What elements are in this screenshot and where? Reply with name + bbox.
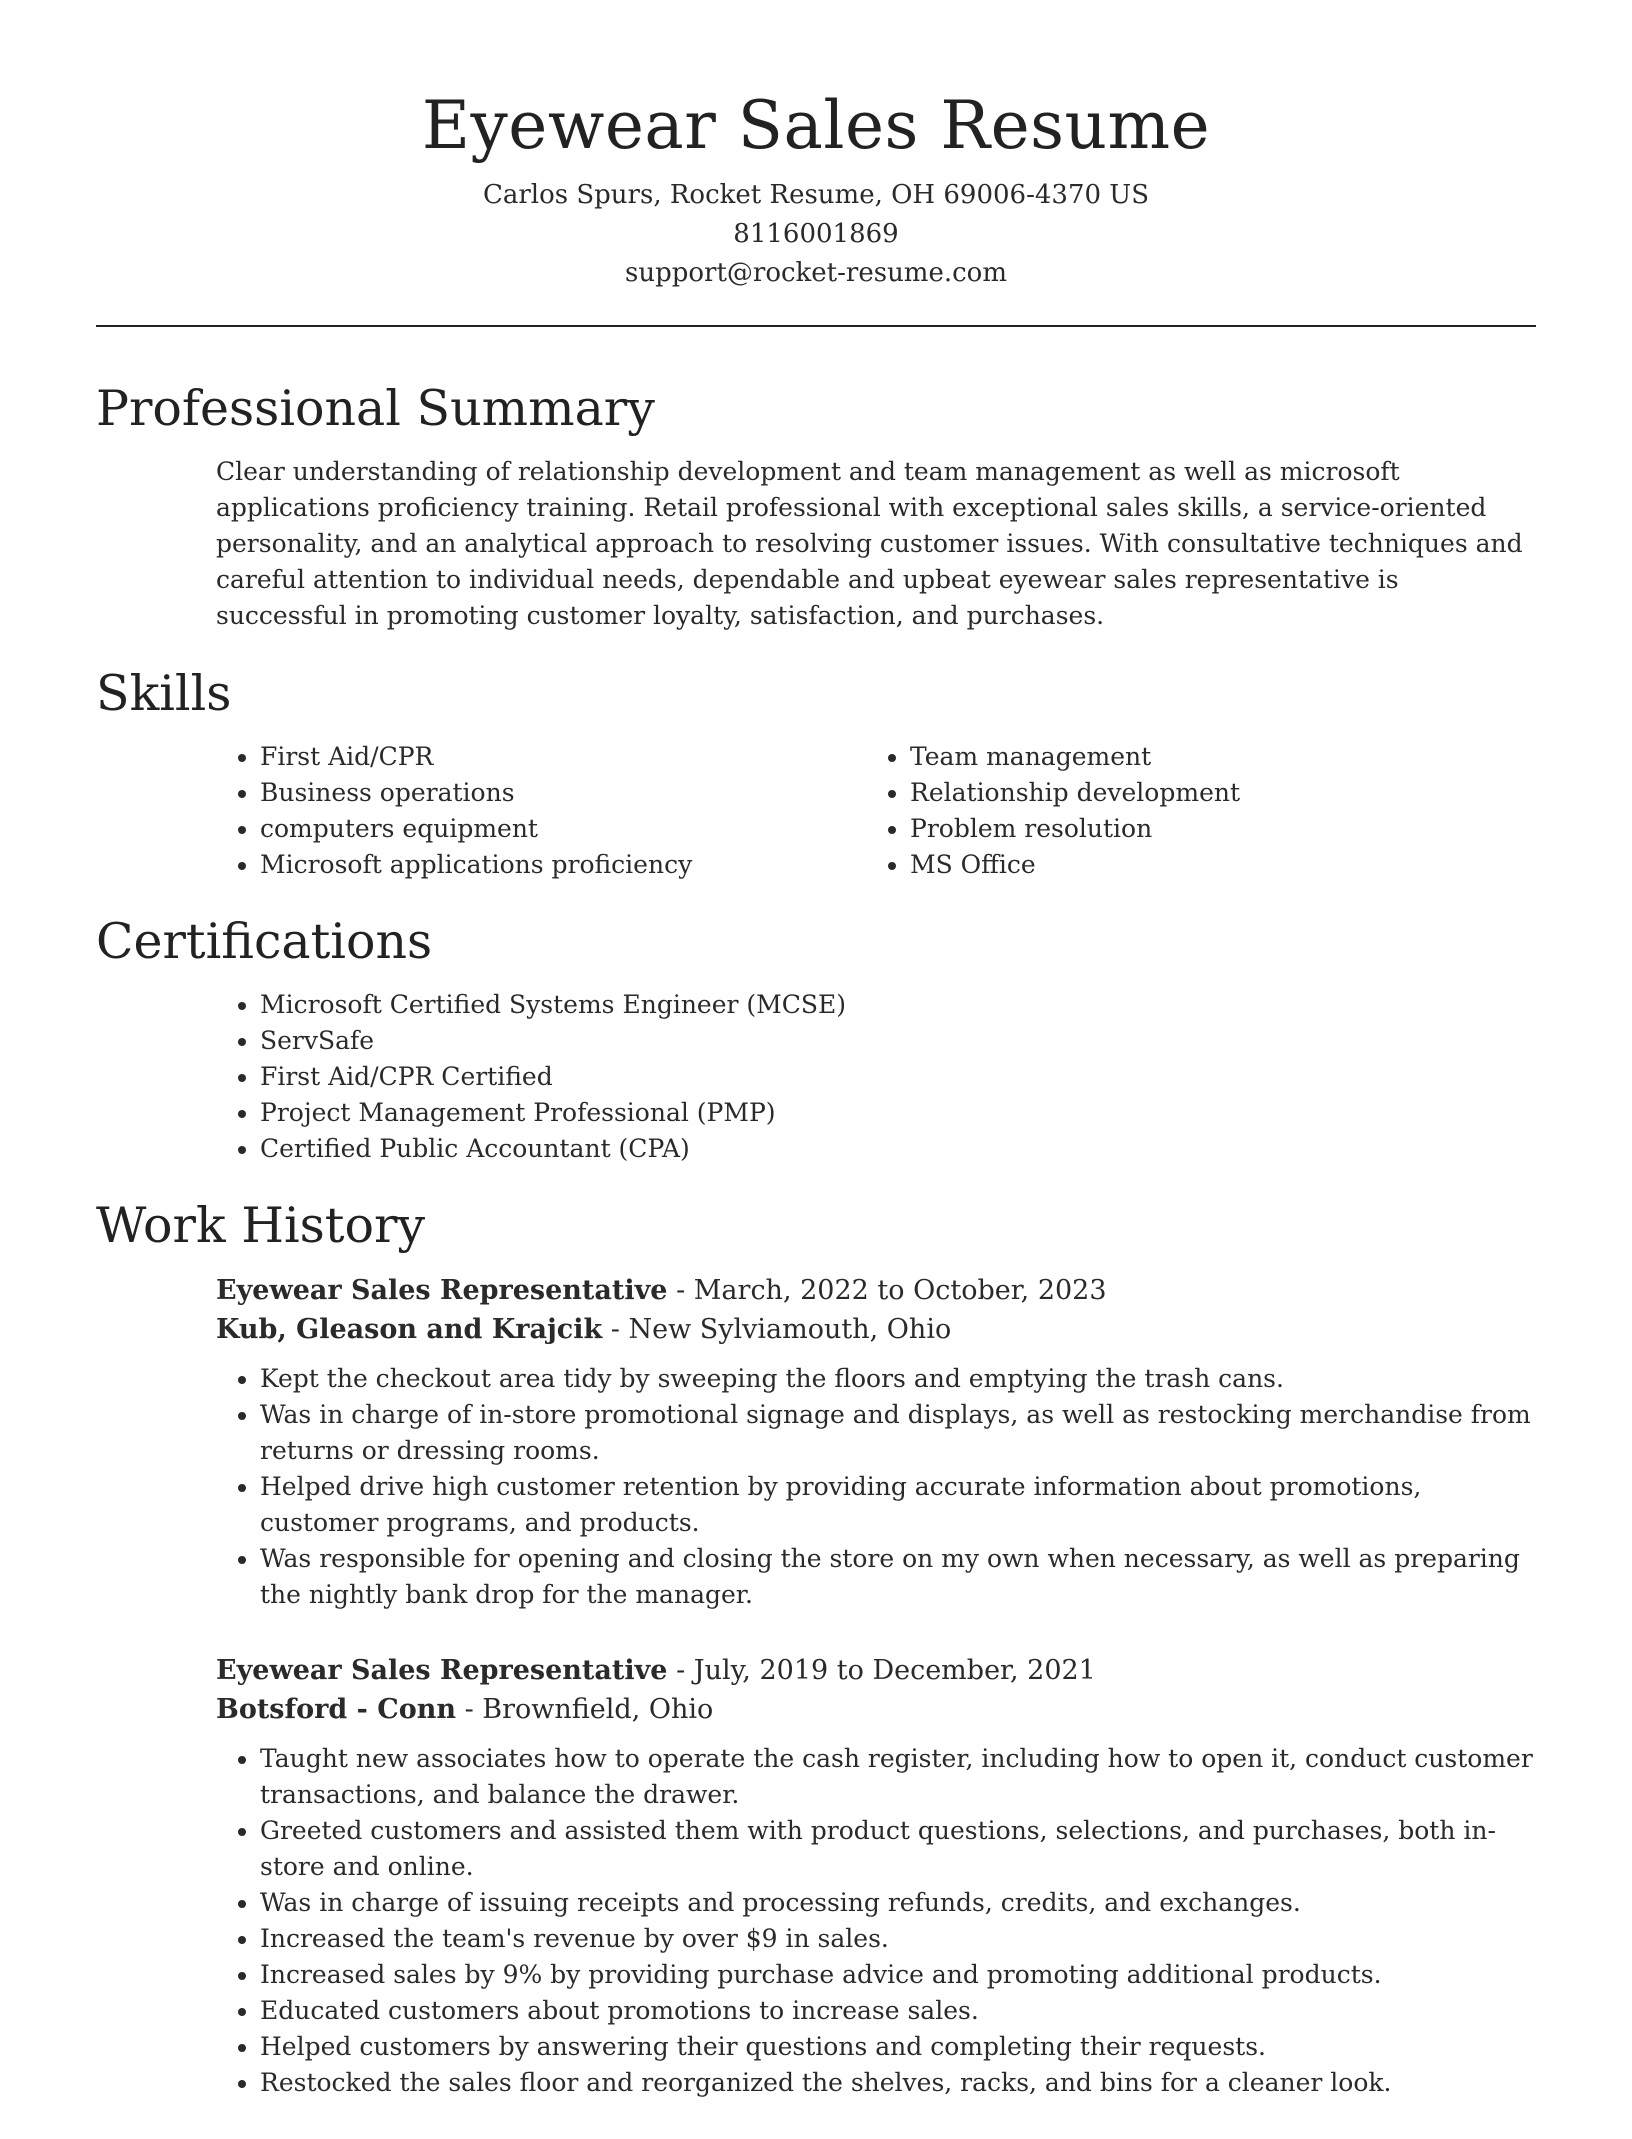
job-duty-item: • Was responsible for opening and closing the store on my own when necessary, as well as preparing the nightly bank drop for the manager. bbox=[260, 1541, 1536, 1613]
job-duty-item: • Was in charge of in-store promotional signage and displays, as well as restocking merchandise from returns or dressing rooms. bbox=[260, 1397, 1536, 1469]
skill-item: • MS Office bbox=[910, 847, 1516, 883]
job-duty-item: • Greeted customers and assisted them with product questions, selections, and purchases, both in-store and online. bbox=[260, 1813, 1536, 1885]
certification-item: • Project Management Professional (PMP) bbox=[260, 1095, 1536, 1131]
certification-item: • ServSafe bbox=[260, 1023, 1536, 1059]
job-title: Eyewear Sales Representative bbox=[216, 1275, 668, 1306]
job-duty-item: • Kept the checkout area tidy by sweeping the floors and emptying the trash cans. bbox=[260, 1361, 1536, 1397]
job-title-line bbox=[216, 1271, 1536, 1310]
summary-heading: Professional Summary bbox=[96, 380, 655, 437]
contact-info bbox=[96, 176, 1536, 293]
skill-item: • Problem resolution bbox=[910, 811, 1516, 847]
job-duties-list bbox=[216, 1741, 1536, 2101]
job-location: - New Sylviamouth, Ohio bbox=[602, 1314, 952, 1345]
job-duty-item: • Increased the team's revenue by over $9 in sales. bbox=[260, 1921, 1536, 1957]
contact-address: Carlos Spurs, Rocket Resume, OH 69006-4370 US bbox=[482, 180, 1150, 210]
job-duty-item: • Helped drive high customer retention by providing accurate information about promotions, customer programs, and products. bbox=[260, 1469, 1536, 1541]
resume-title: Eyewear Sales Resume bbox=[421, 87, 1211, 164]
resume-page bbox=[96, 0, 1536, 2097]
job-duty-item: • Educated customers about promotions to increase sales. bbox=[260, 1993, 1536, 2029]
skill-item: • Team management bbox=[910, 739, 1516, 775]
job-dates: - March, 2022 to October, 2023 bbox=[667, 1275, 1107, 1306]
work-history-heading: Work History bbox=[96, 1197, 426, 1254]
job-company: Botsford - Conn bbox=[216, 1694, 456, 1725]
skill-item: • computers equipment bbox=[260, 811, 866, 847]
job-duty-item: • Helped customers by answering their questions and completing their requests. bbox=[260, 2029, 1536, 2065]
job-duty-item: • Restocked the sales floor and reorganized the shelves, racks, and bins for a cleaner look. bbox=[260, 2065, 1536, 2101]
job-duty-item: • Taught new associates how to operate the cash register, including how to open it, conduct customer transactions, and balance the drawer. bbox=[260, 1741, 1536, 1813]
certification-item: • First Aid/CPR Certified bbox=[260, 1059, 1536, 1095]
job-dates: - July, 2019 to December, 2021 bbox=[667, 1655, 1096, 1686]
resume-header bbox=[96, 0, 1536, 293]
skill-item: • Business operations bbox=[260, 775, 866, 811]
skills-grid bbox=[216, 739, 1536, 883]
job-company-line bbox=[216, 1690, 1536, 1729]
certifications-heading: Certifications bbox=[96, 913, 433, 970]
job-duties-list bbox=[216, 1361, 1536, 1613]
header-divider bbox=[96, 325, 1536, 327]
skill-item: • First Aid/CPR bbox=[260, 739, 866, 775]
work-history-section bbox=[96, 1195, 1536, 2139]
job-location: - Brownfield, Ohio bbox=[456, 1694, 714, 1725]
skill-item: • Microsoft applications proficiency bbox=[260, 847, 866, 883]
skill-item: • Relationship development bbox=[910, 775, 1516, 811]
certifications-list bbox=[216, 987, 1536, 1167]
certification-item: • Certified Public Accountant (CPA) bbox=[260, 1131, 1536, 1167]
job-entry bbox=[216, 1651, 1536, 2101]
job-company-line bbox=[216, 1310, 1536, 1349]
skills-section bbox=[96, 663, 1536, 883]
certifications-section bbox=[96, 911, 1536, 1167]
certification-item: • Microsoft Certified Systems Engineer (MCSE) bbox=[260, 987, 1536, 1023]
job-company: Kub, Gleason and Krajcik bbox=[216, 1314, 603, 1345]
skills-heading: Skills bbox=[96, 665, 232, 722]
contact-phone: 8116001869 bbox=[733, 219, 899, 249]
skills-column-left bbox=[216, 739, 866, 883]
job-entry bbox=[216, 1271, 1536, 1613]
skills-column-right bbox=[866, 739, 1516, 883]
contact-email: support@rocket-resume.com bbox=[624, 258, 1007, 288]
job-title: Eyewear Sales Representative bbox=[216, 1655, 668, 1686]
job-duty-item: • Increased sales by 9% by providing purchase advice and promoting additional products. bbox=[260, 1957, 1536, 1993]
summary-section bbox=[96, 378, 1536, 634]
job-title-line bbox=[216, 1651, 1536, 1690]
job-duty-item: • Was in charge of issuing receipts and processing refunds, credits, and exchanges. bbox=[260, 1885, 1536, 1921]
summary-text: Clear understanding of relationship development and team management as well as microsoft applications proficiency training. Retail professional with exceptional sales skills, a service-oriented personality, and an analytical approach to resolving customer issues. With consultative techniques and careful attention to individual needs, dependable and upbeat eyewear sales representative is successful in promoting customer loyalty, satisfaction, and purchases. bbox=[216, 457, 1523, 630]
